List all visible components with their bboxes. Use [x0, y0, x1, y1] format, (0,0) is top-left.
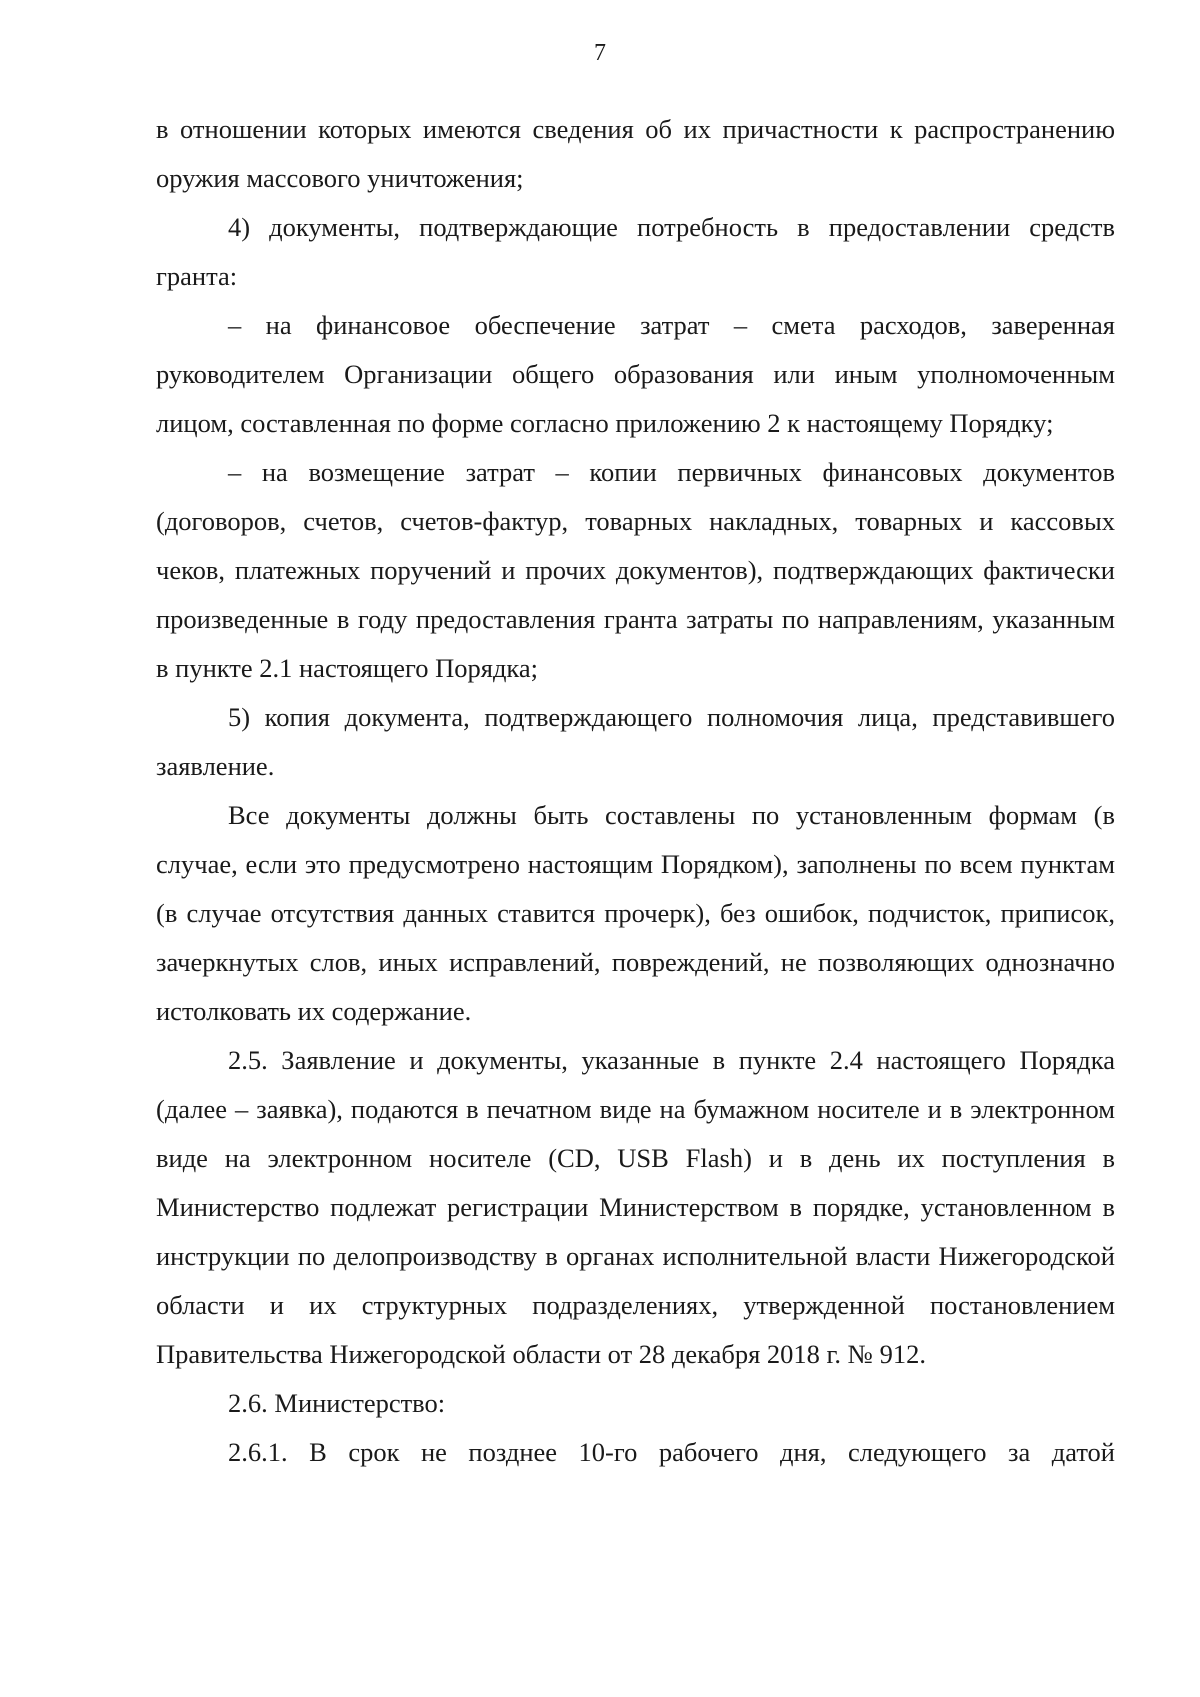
paragraph-financing-costs: – на финансовое обеспечение затрат – смета расходов, заверенная руководителем Организации общего образования или иным уполномоченным лицом, составленная по форме согласно приложению 2 к настоящему Порядку;: [156, 310, 1115, 438]
paragraph-documents-requirements: Все документы должны быть составлены по установленным формам (в случае, если это предусмотрено настоящим Порядком), заполнены по всем пунктам (в случае отсутствия данных ставится прочерк), без ошибок, подчисток, приписок, зачеркнутых слов, иных исправлений, повреждений, не позволяющих однозначно истолковать их содержание.: [156, 800, 1115, 1026]
paragraph-section-2-6: 2.6. Министерство:: [228, 1388, 446, 1418]
paragraph-section-2-5: 2.5. Заявление и документы, указанные в пункте 2.4 настоящего Порядка (далее – заявка), подаются в печатном виде на бумажном носителе и в электронном виде на электронном носителе (CD, USB Flash) и в день их поступления в Министерство подлежат регистрации Министерством в порядке, установленном в инструкции по делопроизводству в органах исполнительной власти Нижегородской области и их структурных подразделениях, утвержденной постановлением Правительства Нижегородской области от 28 декабря 2018 г. № 912.: [156, 1045, 1115, 1369]
document-body: [156, 105, 1115, 1477]
paragraph-item-4: 4) документы, подтверждающие потребность в предоставлении средств гранта:: [156, 212, 1115, 291]
page-number: 7: [594, 40, 606, 66]
paragraph-item-5: 5) копия документа, подтверждающего полномочия лица, представившего заявление.: [156, 702, 1115, 781]
paragraph-section-2-6-1: 2.6.1. В срок не позднее 10-го рабочего дня, следующего за датой: [228, 1437, 1115, 1467]
paragraph-reimbursement-costs: – на возмещение затрат – копии первичных финансовых документов (договоров, счетов, счетов-фактур, товарных накладных, товарных и кассовых чеков, платежных поручений и прочих документов), подтверждающих фактически произведенные в году предоставления гранта затраты по направлениям, указанным в пункте 2.1 настоящего Порядка;: [156, 457, 1115, 683]
paragraph-continuation: в отношении которых имеются сведения об их причастности к распространению оружия массового уничтожения;: [156, 114, 1115, 193]
